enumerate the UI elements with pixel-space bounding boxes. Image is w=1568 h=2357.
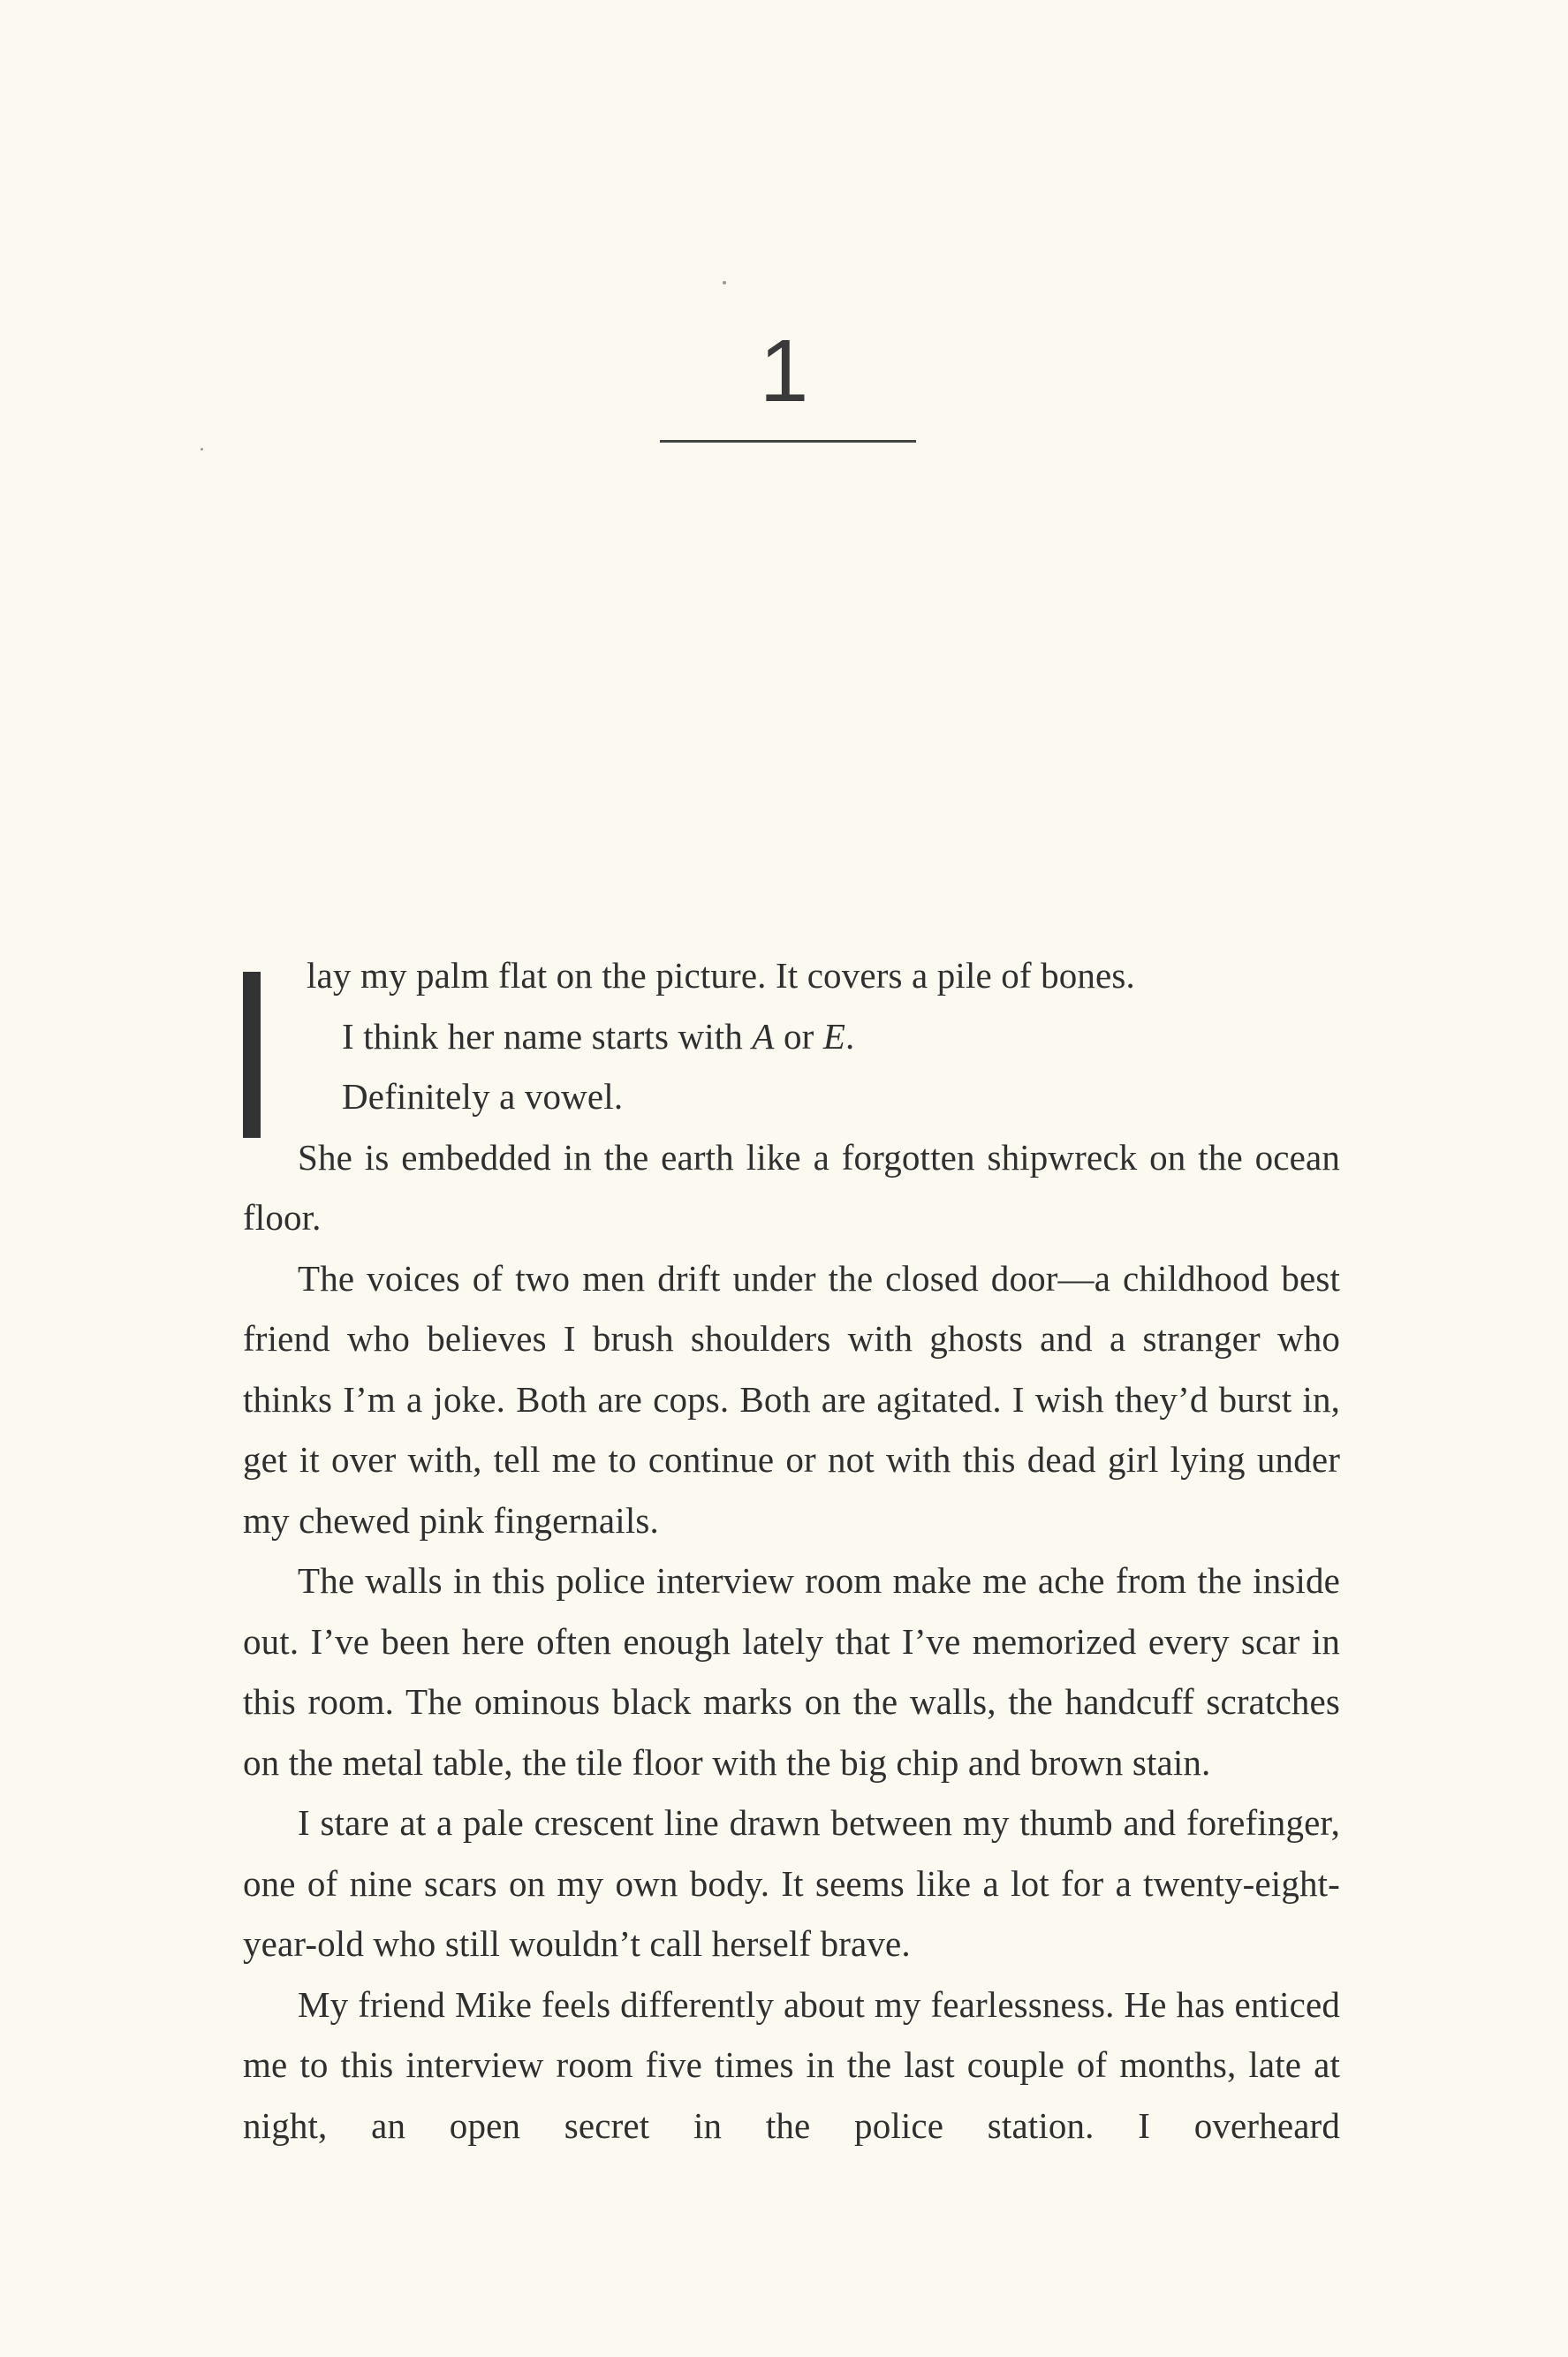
opening-line-2-or: or (774, 1015, 823, 1057)
paragraph-4: I stare at a pale crescent line drawn between my thumb and forefinger, one of nine scars on my own body. It seems like a lot for a twenty-eight-year-old who still wouldn’t call herself brave. (243, 1802, 1340, 1964)
paragraph-1: She is embedded in the earth like a forgotten shipwreck on the ocean floor. (243, 1136, 1340, 1238)
paragraph-5: My friend Mike feels differently about my fearlessness. He has enticed me to this interview room five times in the last couple of months, late at night, an open secret in the police station. I overheard (243, 1983, 1340, 2146)
opening-line-1: lay my palm flat on the picture. It covers a pile of bones. (307, 955, 1135, 996)
dust-speck (201, 448, 203, 451)
opening-line-3: Definitely a vowel. (342, 1076, 624, 1117)
body-text (243, 945, 1340, 2156)
letter-a: A (752, 1015, 775, 1057)
chapter-rule (660, 440, 916, 443)
opening-line-2-period: . (845, 1015, 855, 1057)
letter-e: E (822, 1015, 846, 1057)
paragraph-3: The walls in this police interview room make me ache from the inside out. I’ve been here often enough lately that I’ve memorized every scar in this room. The ominous black marks on the walls, the handcuff scratches on the metal table, the tile floor with the big chip and brown stain. (243, 1560, 1340, 1783)
opening-line-2 (243, 1006, 1340, 1067)
drop-cap-letter-i (243, 972, 261, 1138)
opening-line-2-text: I think her name starts with (342, 1015, 753, 1057)
paragraph-2: The voices of two men drift under the closed door—a childhood best friend who believes I brush shoulders with ghosts and a stranger who thinks I’m a joke. Both are cops. Both are agitated. I wish they’d burst in, get it over with, tell me to continue or not with this dead girl lying under my chewed pink fingernails. (243, 1257, 1340, 1541)
dust-speck (723, 281, 726, 284)
chapter-number: 1 (759, 322, 809, 421)
